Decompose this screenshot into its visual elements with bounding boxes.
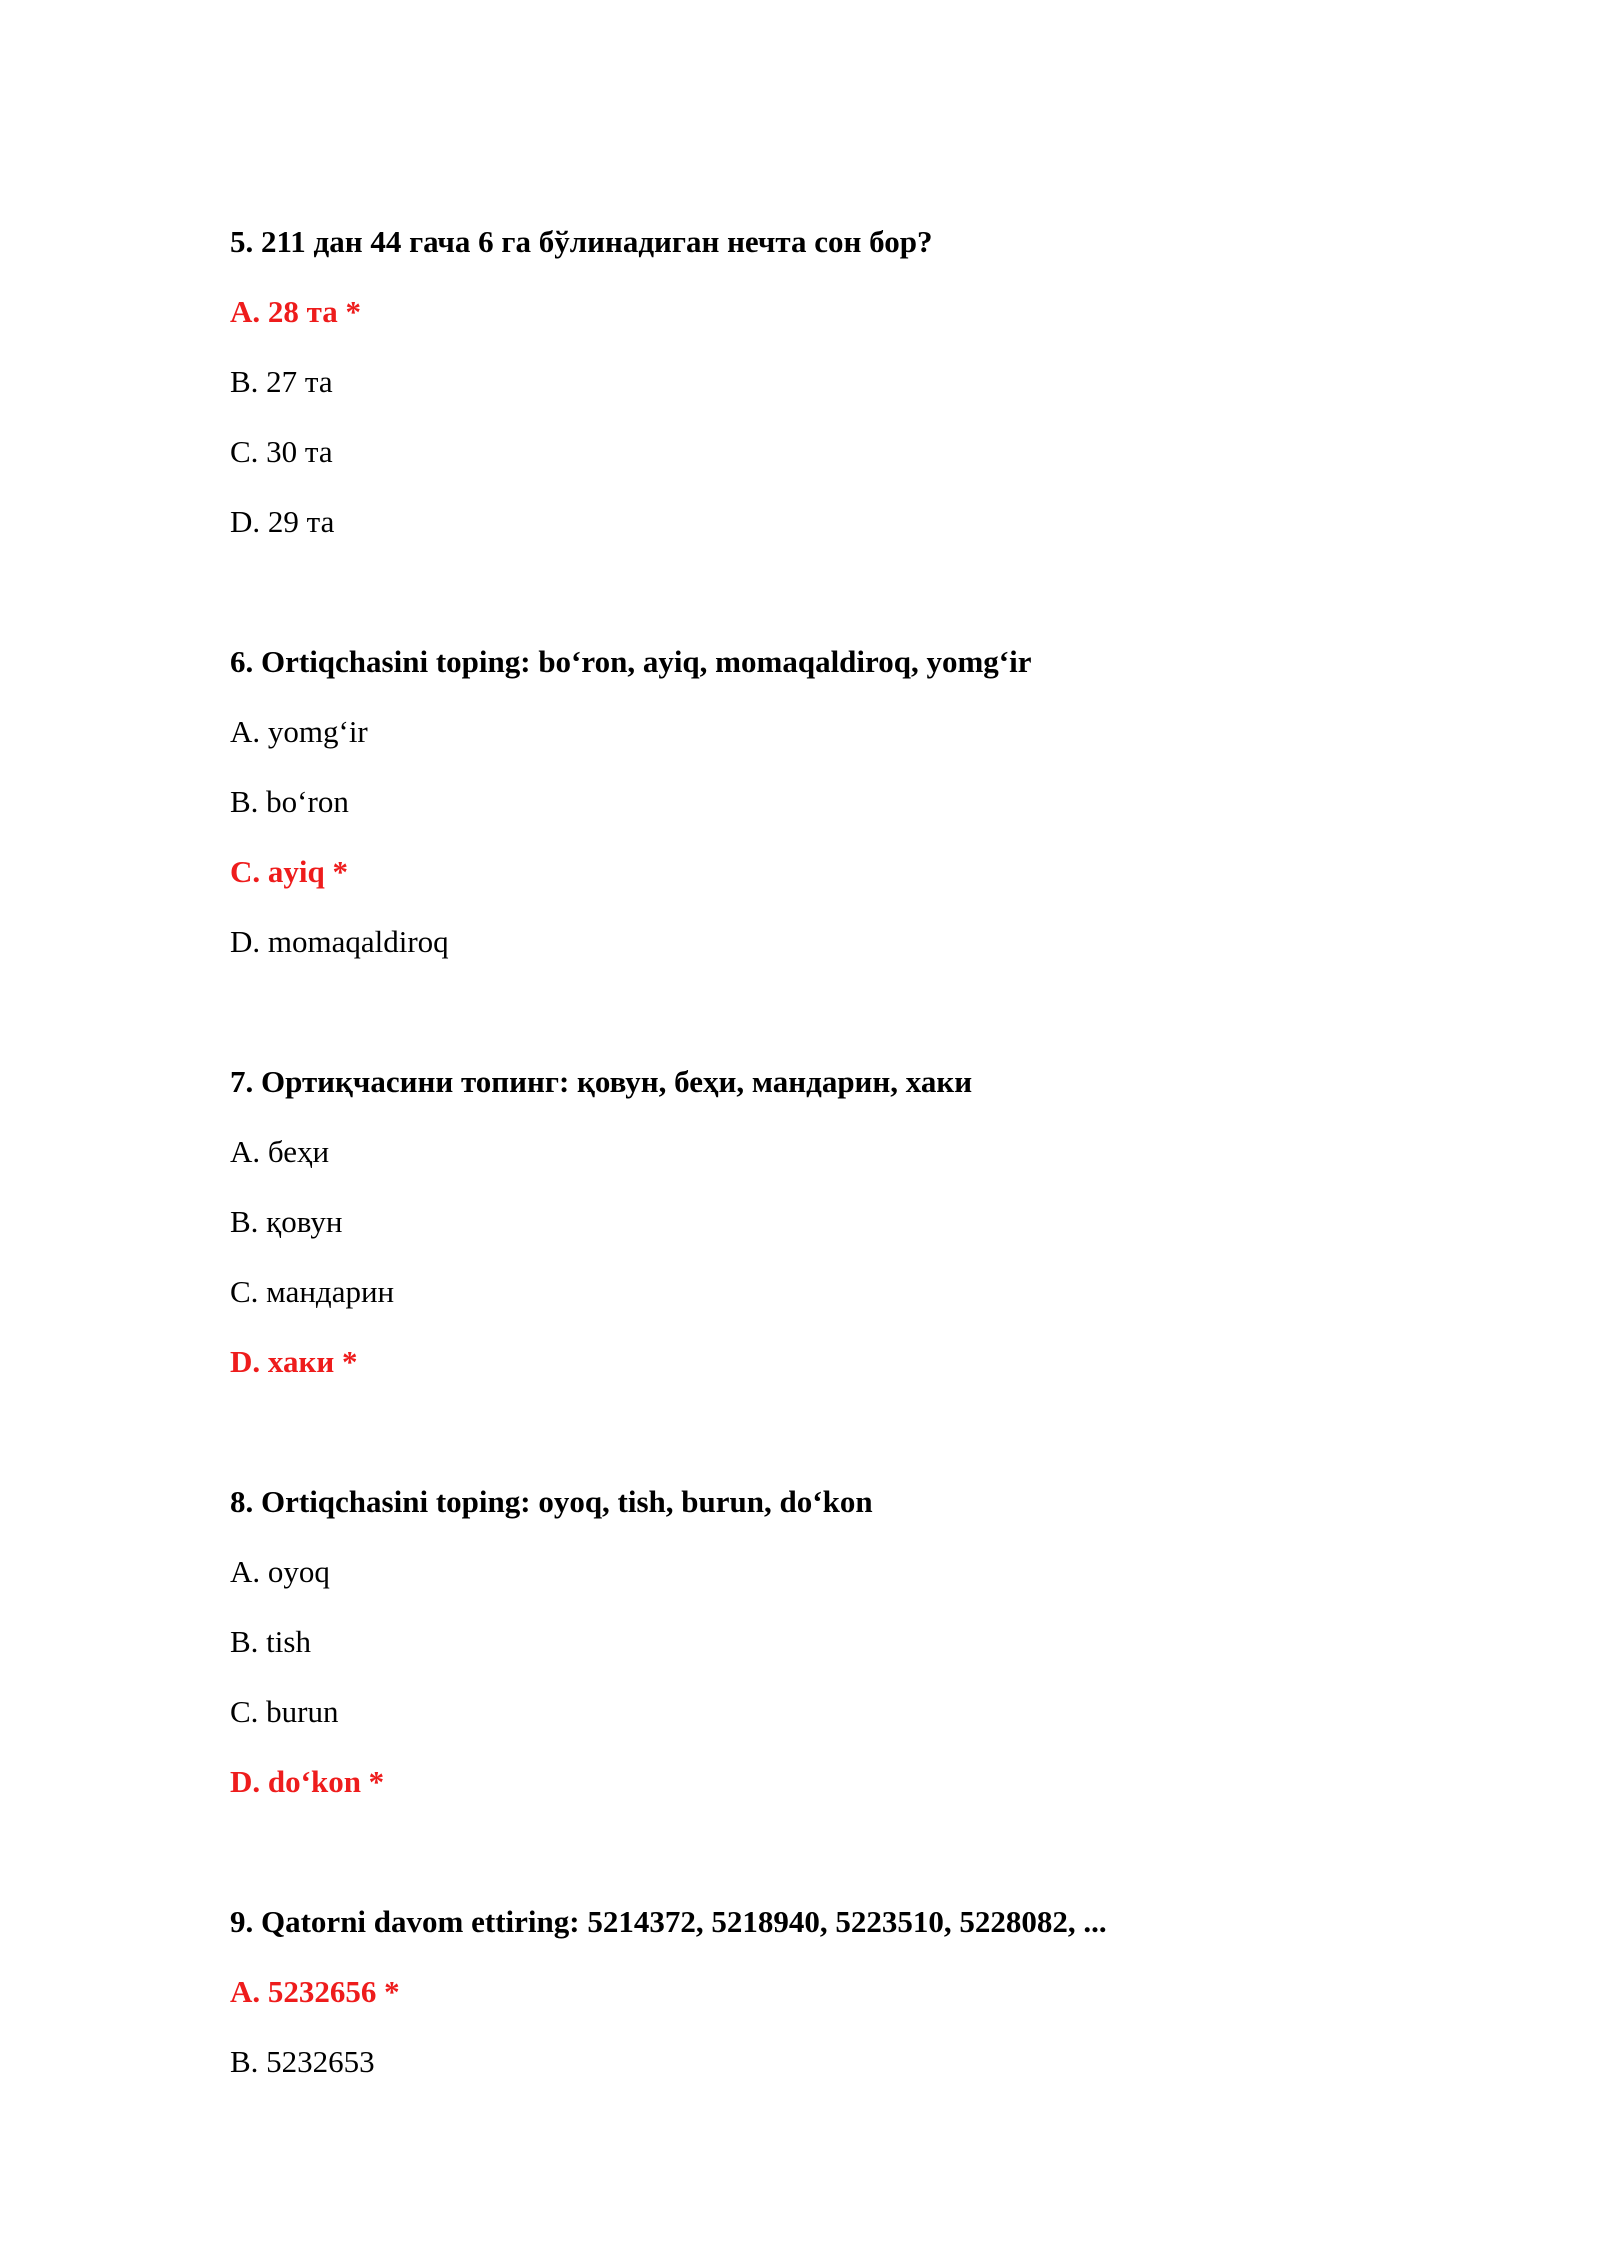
question-8-option-c: C. burun [230, 1694, 339, 1729]
question-9-option-a: A. 5232656 * [230, 1974, 400, 2009]
question-7-option-c: C. мандарин [230, 1274, 395, 1309]
question-7-option-d: D. хаки * [230, 1344, 358, 1379]
question-6-option-a: A. yomg‘ir [230, 714, 368, 749]
question-8-option-a: A. oyoq [230, 1554, 330, 1589]
question-5: 5. 211 дан 44 гача 6 га бўлинадиган нечта сон бор? [230, 224, 933, 259]
question-5-option-c: C. 30 та [230, 434, 333, 469]
question-6-option-c: C. ayiq * [230, 854, 348, 889]
question-6: 6. Ortiqchasini toping: bo‘ron, ayiq, momaqaldiroq, yomg‘ir [230, 644, 1032, 679]
question-6-option-b: B. bo‘ron [230, 784, 349, 819]
question-6-option-d: D. momaqaldiroq [230, 924, 449, 959]
question-8: 8. Ortiqchasini toping: oyoq, tish, burun, do‘kon [230, 1484, 873, 1519]
question-8-option-d: D. do‘kon * [230, 1764, 385, 1799]
question-9: 9. Qatorni davom ettiring: 5214372, 5218940, 5223510, 5228082, ... [230, 1904, 1107, 1939]
question-9-option-b: B. 5232653 [230, 2044, 375, 2079]
question-7: 7. Ортиқчасини топинг: қовун, беҳи, мандарин, хаки [230, 1064, 973, 1099]
question-5-option-a: A. 28 та * [230, 294, 361, 329]
question-8-option-b: B. tish [230, 1624, 311, 1659]
question-5-option-b: B. 27 та [230, 364, 333, 399]
question-7-option-b: B. қовун [230, 1204, 343, 1239]
question-7-option-a: A. беҳи [230, 1134, 330, 1169]
question-5-option-d: D. 29 та [230, 504, 335, 539]
